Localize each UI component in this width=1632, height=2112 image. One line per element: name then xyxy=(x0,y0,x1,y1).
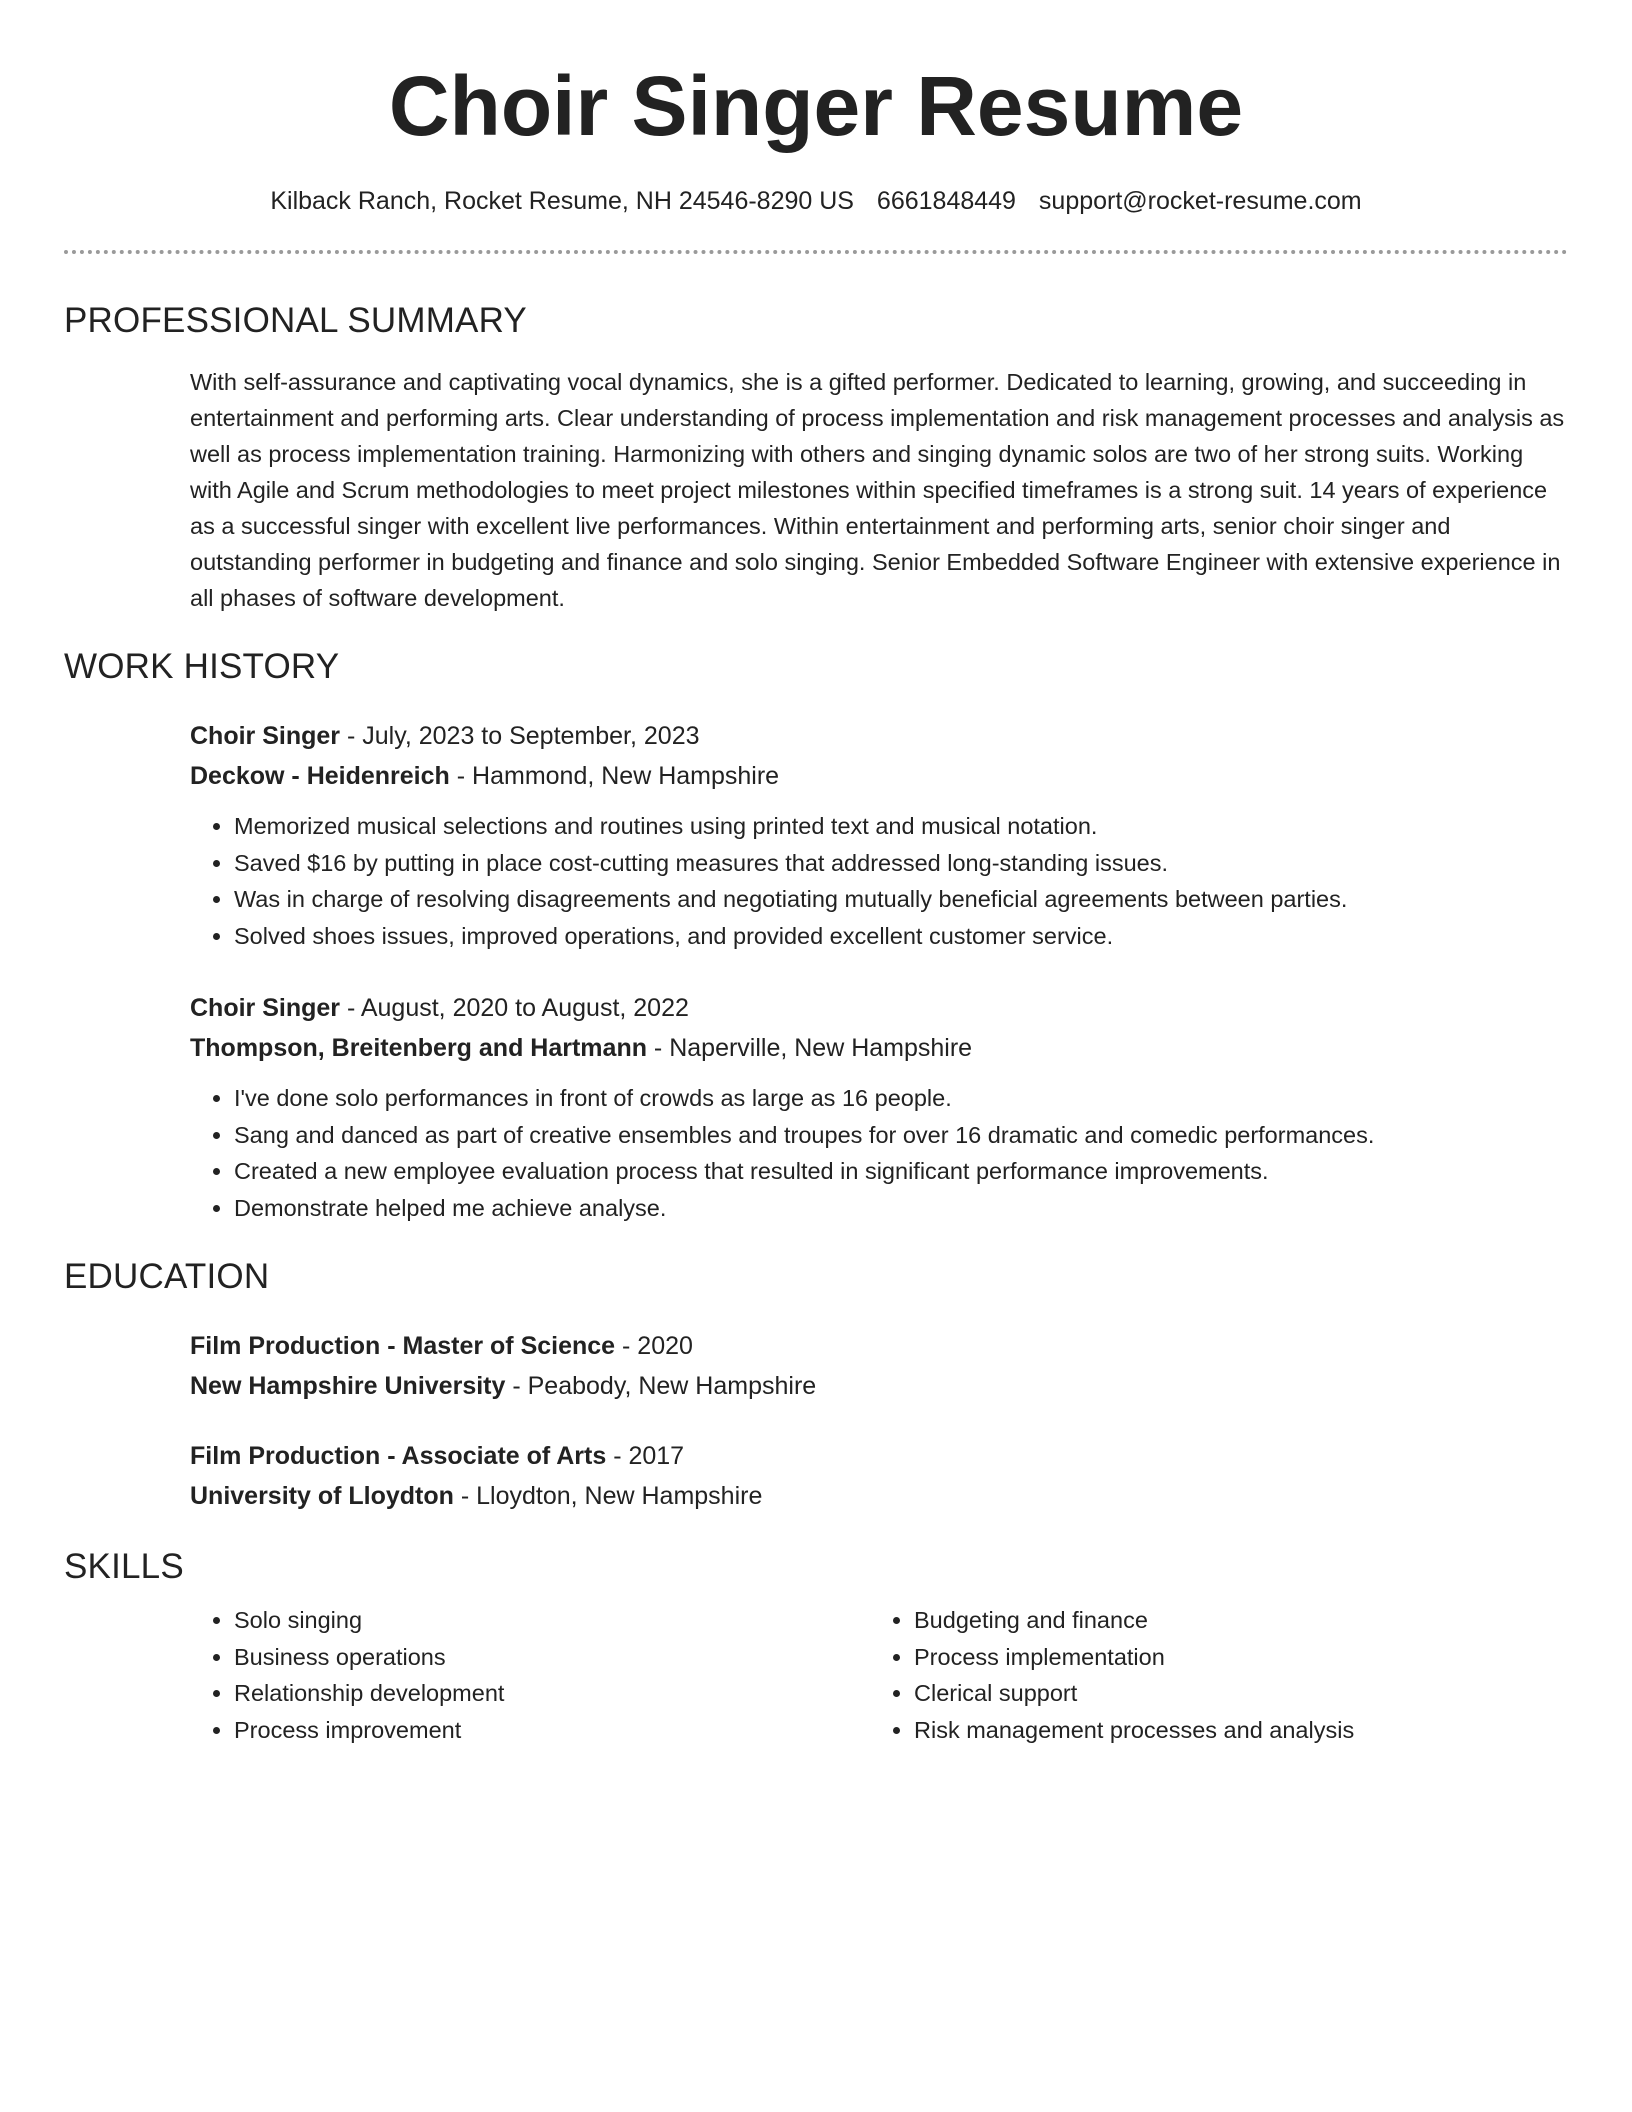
job-role-line xyxy=(190,988,1568,1028)
education-entry xyxy=(190,1436,1568,1516)
resume-header xyxy=(64,0,1568,254)
degree-year: - 2017 xyxy=(606,1442,685,1470)
job-role: Choir Singer xyxy=(190,722,341,750)
degree-line xyxy=(190,1326,1568,1366)
school: New Hampshire University xyxy=(190,1372,506,1400)
contact-email: support@rocket-resume.com xyxy=(1038,187,1362,215)
skills-heading: SKILLS xyxy=(64,1547,184,1586)
school-location: - Lloydton, New Hampshire xyxy=(453,1482,763,1510)
work-history-heading: WORK HISTORY xyxy=(64,647,340,686)
job-location: - Naperville, New Hampshire xyxy=(646,1034,973,1062)
job-company-line xyxy=(190,756,1568,796)
job-bullets xyxy=(190,808,1568,954)
resume-title: Choir Singer Resume xyxy=(388,59,1244,153)
skill-item: • Relationship development xyxy=(234,1675,870,1712)
skill-item: • Solo singing xyxy=(234,1602,870,1639)
job-company-line xyxy=(190,1028,1568,1068)
contact-address: Kilback Ranch, Rocket Resume, NH 24546-8290 US xyxy=(270,187,854,215)
job-bullet: • Sang and danced as part of creative ensembles and troupes for over 16 dramatic and comedic performances. xyxy=(234,1117,1568,1154)
job-bullet: • I've done solo performances in front of crowds as large as 16 people. xyxy=(234,1080,1568,1117)
job-location: - Hammond, New Hampshire xyxy=(449,762,780,790)
summary-heading: PROFESSIONAL SUMMARY xyxy=(64,301,527,340)
job-bullet: • Demonstrate helped me achieve analyse. xyxy=(234,1190,1568,1227)
skill-item: • Budgeting and finance xyxy=(914,1602,1550,1639)
job-company: Deckow - Heidenreich xyxy=(190,762,450,790)
skills-list xyxy=(190,1602,1568,1748)
job-bullet: • Saved $16 by putting in place cost-cutting measures that addressed long-standing issues. xyxy=(234,845,1568,882)
summary-text: With self-assurance and captivating vocal dynamics, she is a gifted performer. Dedicated to learning, growing, and succeeding in entertainment and performing arts. Clear understanding of process implementation and risk management processes and analysis as well as process implementation training. Harmonizing with others and singing dynamic solos are two of her strong suits. Working with Agile and Scrum methodologies to meet project milestones within specified timeframes is a strong suit. 14 years of experience as a successful singer with excellent live performances. Within entertainment and performing arts, senior choir singer and outstanding performer in budgeting and finance and solo singing. Senior Embedded Software Engineer with extensive experience in all phases of software development. xyxy=(190,369,1565,611)
school: University of Lloydton xyxy=(190,1482,454,1510)
degree-year: - 2020 xyxy=(615,1332,693,1360)
header-divider xyxy=(64,250,1568,254)
job-entry xyxy=(190,988,1568,1226)
skill-item: • Risk management processes and analysis xyxy=(914,1712,1550,1749)
degree-line xyxy=(190,1436,1568,1476)
education-entry xyxy=(190,1326,1568,1406)
job-bullet: • Memorized musical selections and routines using printed text and musical notation. xyxy=(234,808,1568,845)
job-role-line xyxy=(190,716,1568,756)
job-company: Thompson, Breitenberg and Hartmann xyxy=(190,1034,647,1062)
skills-column-left xyxy=(190,1602,870,1748)
skill-item: • Process improvement xyxy=(234,1712,870,1749)
school-line xyxy=(190,1476,1568,1516)
skill-item: • Business operations xyxy=(234,1639,870,1676)
job-dates: - August, 2020 to August, 2022 xyxy=(340,994,689,1022)
job-bullet: • Solved shoes issues, improved operations, and provided excellent customer service. xyxy=(234,918,1568,955)
job-bullets xyxy=(190,1080,1568,1226)
contact-phone: 6661848449 xyxy=(876,187,1016,215)
school-line xyxy=(190,1366,1568,1406)
job-bullet: • Was in charge of resolving disagreements and negotiating mutually beneficial agreements between parties. xyxy=(234,881,1568,918)
job-dates: - July, 2023 to September, 2023 xyxy=(340,722,700,750)
work-history-list xyxy=(64,716,1568,1226)
skill-item: • Clerical support xyxy=(914,1675,1550,1712)
skill-item: • Process implementation xyxy=(914,1639,1550,1676)
contact-line xyxy=(64,186,1568,216)
degree: Film Production - Master of Science xyxy=(190,1332,616,1360)
school-location: - Peabody, New Hampshire xyxy=(505,1372,817,1400)
job-role: Choir Singer xyxy=(190,994,341,1022)
skills-column-right xyxy=(870,1602,1550,1748)
degree: Film Production - Associate of Arts xyxy=(190,1442,607,1470)
job-entry xyxy=(190,716,1568,954)
education-list xyxy=(64,1326,1568,1516)
education-heading: EDUCATION xyxy=(64,1257,270,1296)
job-bullet: • Created a new employee evaluation process that resulted in significant performance improvements. xyxy=(234,1153,1568,1190)
